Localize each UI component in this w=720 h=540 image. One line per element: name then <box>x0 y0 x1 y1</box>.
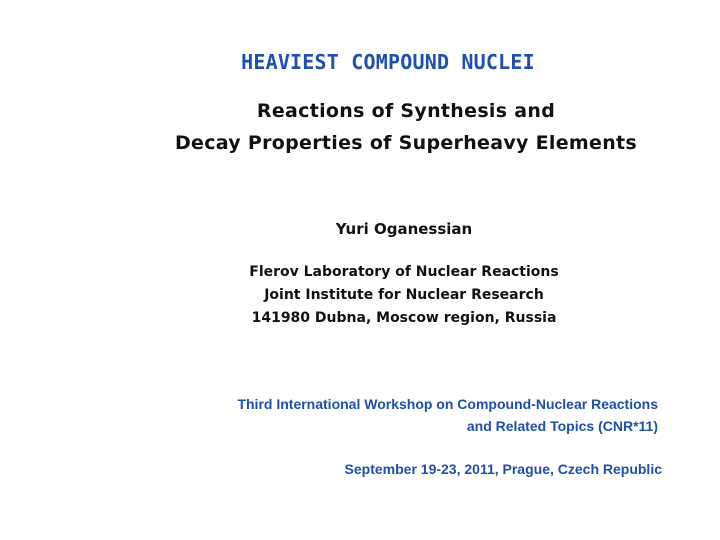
subtitle-line-2: Decay Properties of Superheavy Elements <box>174 132 638 154</box>
conference-line-1: Third International Workshop on Compound-Nuclear Reactions <box>237 396 658 412</box>
affiliation-line-1: Flerov Laboratory of Nuclear Reactions <box>249 264 559 280</box>
author-name: Yuri Oganessian <box>335 220 473 238</box>
conference-line-2: and Related Topics (CNR*11) <box>466 418 658 434</box>
conference-date: September 19-23, 2011, Prague, Czech Republic <box>344 461 662 477</box>
affiliation-line-2: Joint Institute for Nuclear Research <box>264 287 544 303</box>
slide-title: HEAVIEST COMPOUND NUCLEI <box>241 50 535 74</box>
affiliation-line-3: 141980 Dubna, Moscow region, Russia <box>251 310 557 326</box>
subtitle-line-1: Reactions of Synthesis and <box>256 100 556 122</box>
